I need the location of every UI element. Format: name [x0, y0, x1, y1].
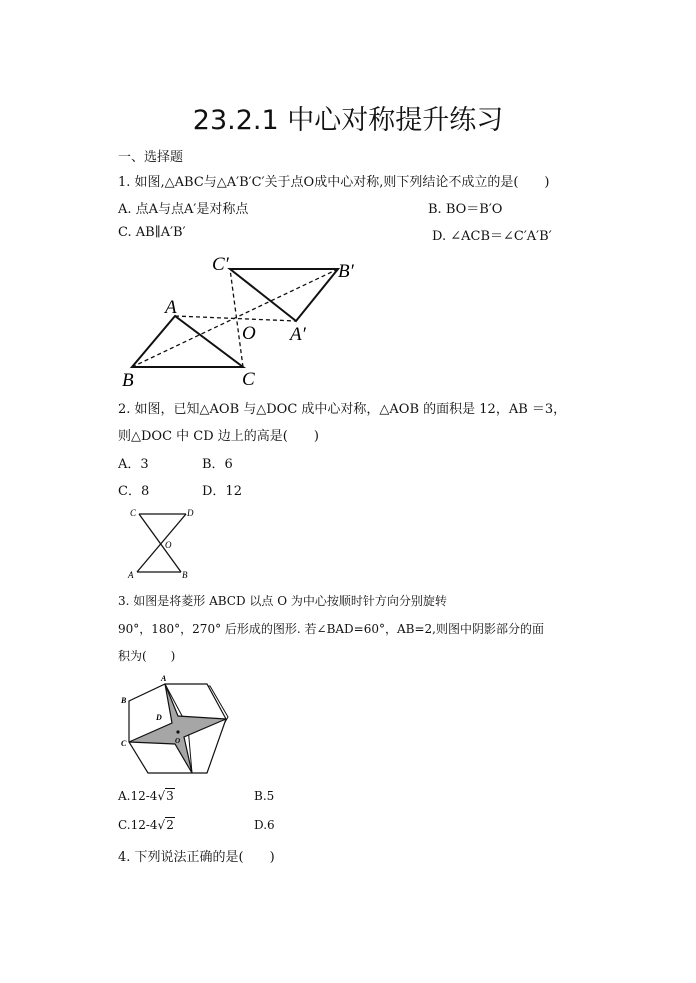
q2-label-a: A	[128, 570, 134, 580]
q3-stem-line3: 积为( )	[118, 649, 176, 663]
q2-figure	[125, 504, 210, 584]
q3-label-d: D	[156, 713, 162, 722]
q2-label-c: C	[130, 508, 137, 518]
q2-stem-line2: 则△DOC 中 CD 边上的高是( )	[118, 429, 319, 444]
q4-stem: 4. 下列说法正确的是( )	[118, 850, 275, 865]
q3-stem-line2: 90°，180°，270° 后形成的图形. 若∠BAD=60°，AB=2,则图中阴影部分的面	[118, 622, 544, 636]
q3-option-b: B.5	[254, 789, 275, 803]
q3-option-c-sqrt	[158, 818, 175, 832]
q1-option-b: B. BO＝B′O	[428, 202, 503, 217]
q2-option-d: D．12	[202, 484, 242, 499]
q3-option-c	[118, 818, 175, 832]
q3-stem-line1: 3. 如图是将菱形 ABCD 以点 O 为中心按顺时针方向分别旋转	[118, 594, 447, 608]
q3-center-point	[176, 730, 179, 733]
q1-option-c: C. AB∥A′B′	[118, 225, 186, 240]
page-title: 23.2.1 中心对称提升练习	[192, 105, 504, 136]
q1-stem: 1. 如图,△ABC与△A′B′C′关于点O成中心对称,则下列结论不成立的是( )	[118, 175, 550, 190]
q3-option-a-radicand: 3	[166, 789, 174, 803]
q3-label-a: A	[161, 674, 167, 683]
q1-figure	[118, 250, 368, 390]
q3-option-a-text: A.12-4	[118, 789, 158, 803]
q2-stem-line1: 2. 如图，已知△AOB 与△DOC 成中心对称，△AOB 的面积是 12，AB ＝3，	[118, 402, 567, 417]
q3-figure	[118, 670, 233, 780]
q3-label-b: B	[121, 696, 127, 705]
q1-label-c1: C′	[212, 254, 229, 275]
q1-label-c: C	[242, 369, 255, 390]
q3-option-c-radicand: 2	[166, 818, 174, 832]
q1-dashed-bb1	[132, 269, 338, 367]
q2-side-da	[137, 514, 186, 572]
q1-dashed-aa1	[175, 316, 296, 321]
q3-option-d: D.6	[254, 818, 275, 832]
q2-option-a: A．3	[118, 457, 149, 472]
q2-label-b: B	[182, 570, 188, 580]
q1-option-a: A. 点A与点A′是对称点	[118, 202, 249, 217]
q2-option-b: B．6	[202, 457, 233, 472]
q1-label-o: O	[242, 323, 256, 344]
sqrt-icon: √	[157, 789, 166, 803]
sqrt-icon: √	[157, 818, 166, 832]
q1-label-a: A	[165, 297, 177, 318]
q1-label-a1: A′	[290, 324, 306, 345]
q1-label-b: B	[122, 370, 134, 390]
q2-label-o: O	[165, 540, 172, 550]
q3-option-c-text: C.12-4	[118, 818, 158, 832]
q2-side-cb	[139, 514, 181, 572]
q3-option-a	[118, 789, 175, 803]
q1-triangle-abc	[132, 316, 243, 367]
q1-option-d: D. ∠ACB＝∠C′A′B′	[432, 229, 552, 244]
q2-label-d: D	[187, 508, 194, 518]
q1-label-b1: B′	[338, 261, 354, 282]
q3-label-o: O	[175, 737, 181, 745]
section-heading: 一、选择题	[118, 150, 184, 165]
q3-option-a-sqrt	[157, 789, 174, 803]
q3-label-c: C	[121, 739, 127, 748]
q2-option-c: C．8	[118, 484, 150, 499]
